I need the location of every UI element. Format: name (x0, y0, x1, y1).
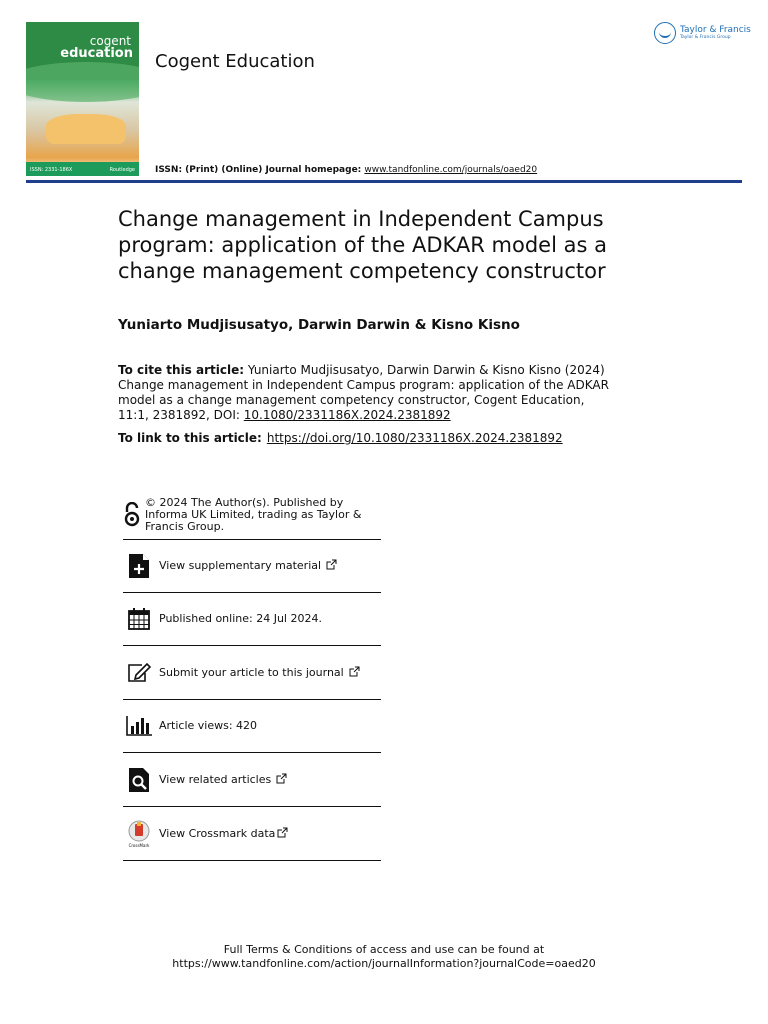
open-access-row (123, 490, 381, 540)
crossmark-row[interactable] (123, 807, 381, 861)
article-info-panel (123, 490, 381, 861)
article-title: Change management in Independent Campus program: application of the ADKAR model as a change management competency constructor (118, 207, 607, 283)
logo-name: Taylor & Francis (680, 24, 751, 35)
journal-title: Cogent Education (155, 51, 315, 72)
related-row[interactable] (123, 753, 381, 807)
cite-doi-link[interactable]: 10.1080/2331186X.2024.2381892 (243, 408, 451, 422)
edit-icon (123, 663, 155, 683)
footer-terms-url[interactable]: https://www.tandfonline.com/action/journalInformation?journalCode=oaed20 (172, 957, 596, 970)
issn-label: ISSN: (Print) (Online) Journal homepage: (155, 165, 365, 175)
external-link-icon (276, 773, 287, 787)
cover-publisher: Routledge (109, 167, 135, 173)
article-views: Article views: 420 (159, 719, 258, 732)
cover-book-illustration (46, 114, 126, 144)
supplementary-row[interactable] (123, 540, 381, 593)
related-articles-link[interactable]: View related articles (159, 772, 272, 786)
article-link-line (118, 431, 563, 445)
taylor-francis-logo[interactable] (654, 22, 751, 44)
footer-terms (0, 943, 768, 971)
journal-cover (26, 22, 139, 176)
supplementary-link[interactable]: View supplementary material (159, 559, 322, 572)
published-row (123, 593, 381, 646)
published-date: Published online: 24 Jul 2024. (159, 612, 322, 625)
file-plus-icon (123, 554, 155, 578)
cover-bottom-band (26, 162, 139, 176)
cover-title-line1: cogent (89, 34, 131, 48)
external-link-icon (349, 666, 360, 680)
logo-subname: Taylor & Francis Group (680, 34, 731, 40)
calendar-icon (123, 608, 155, 630)
citation-block (118, 363, 618, 423)
bar-chart-icon (123, 716, 155, 736)
article-doi-link[interactable]: https://doi.org/10.1080/2331186X.2024.2381892 (266, 431, 563, 445)
link-label: To link to this article: (118, 431, 262, 445)
issn-line (155, 165, 537, 175)
journal-homepage-link[interactable]: www.tandfonline.com/journals/oaed20 (364, 165, 538, 175)
search-document-icon (123, 768, 155, 792)
cover-title-line2: education (60, 46, 133, 61)
crossmark-icon (123, 820, 155, 848)
submit-article-link[interactable]: Submit your article to this journal (159, 665, 344, 679)
external-link-icon (277, 827, 288, 841)
open-access-text: © 2024 The Author(s). Published by Informa UK Limited, trading as Taylor & Francis Group. (145, 495, 362, 533)
crossmark-badge-text: CrossMark (128, 842, 150, 848)
cover-issn: ISSN: 2331-186X (30, 167, 73, 173)
open-access-icon (123, 502, 141, 528)
cite-text: Yuniarto Mudjisusatyo, Darwin Darwin & Kisno Kisno (2024) Change management in Independent Campus program: application of the ADKAR model as a change management competency constructor, Cogent Education, 11:1, 2381892, DOI: (118, 363, 609, 422)
footer-line1: Full Terms & Conditions of access and use can be found at (223, 943, 545, 956)
submit-row[interactable] (123, 646, 381, 700)
logo-icon (654, 22, 676, 44)
cover-arc (26, 62, 139, 102)
views-row (123, 700, 381, 753)
cite-label: To cite this article: (118, 363, 245, 377)
header-divider (26, 180, 742, 183)
external-link-icon (326, 559, 337, 573)
article-authors: Yuniarto Mudjisusatyo, Darwin Darwin & Kisno Kisno (118, 317, 520, 333)
crossmark-link[interactable]: View Crossmark data (159, 826, 276, 840)
